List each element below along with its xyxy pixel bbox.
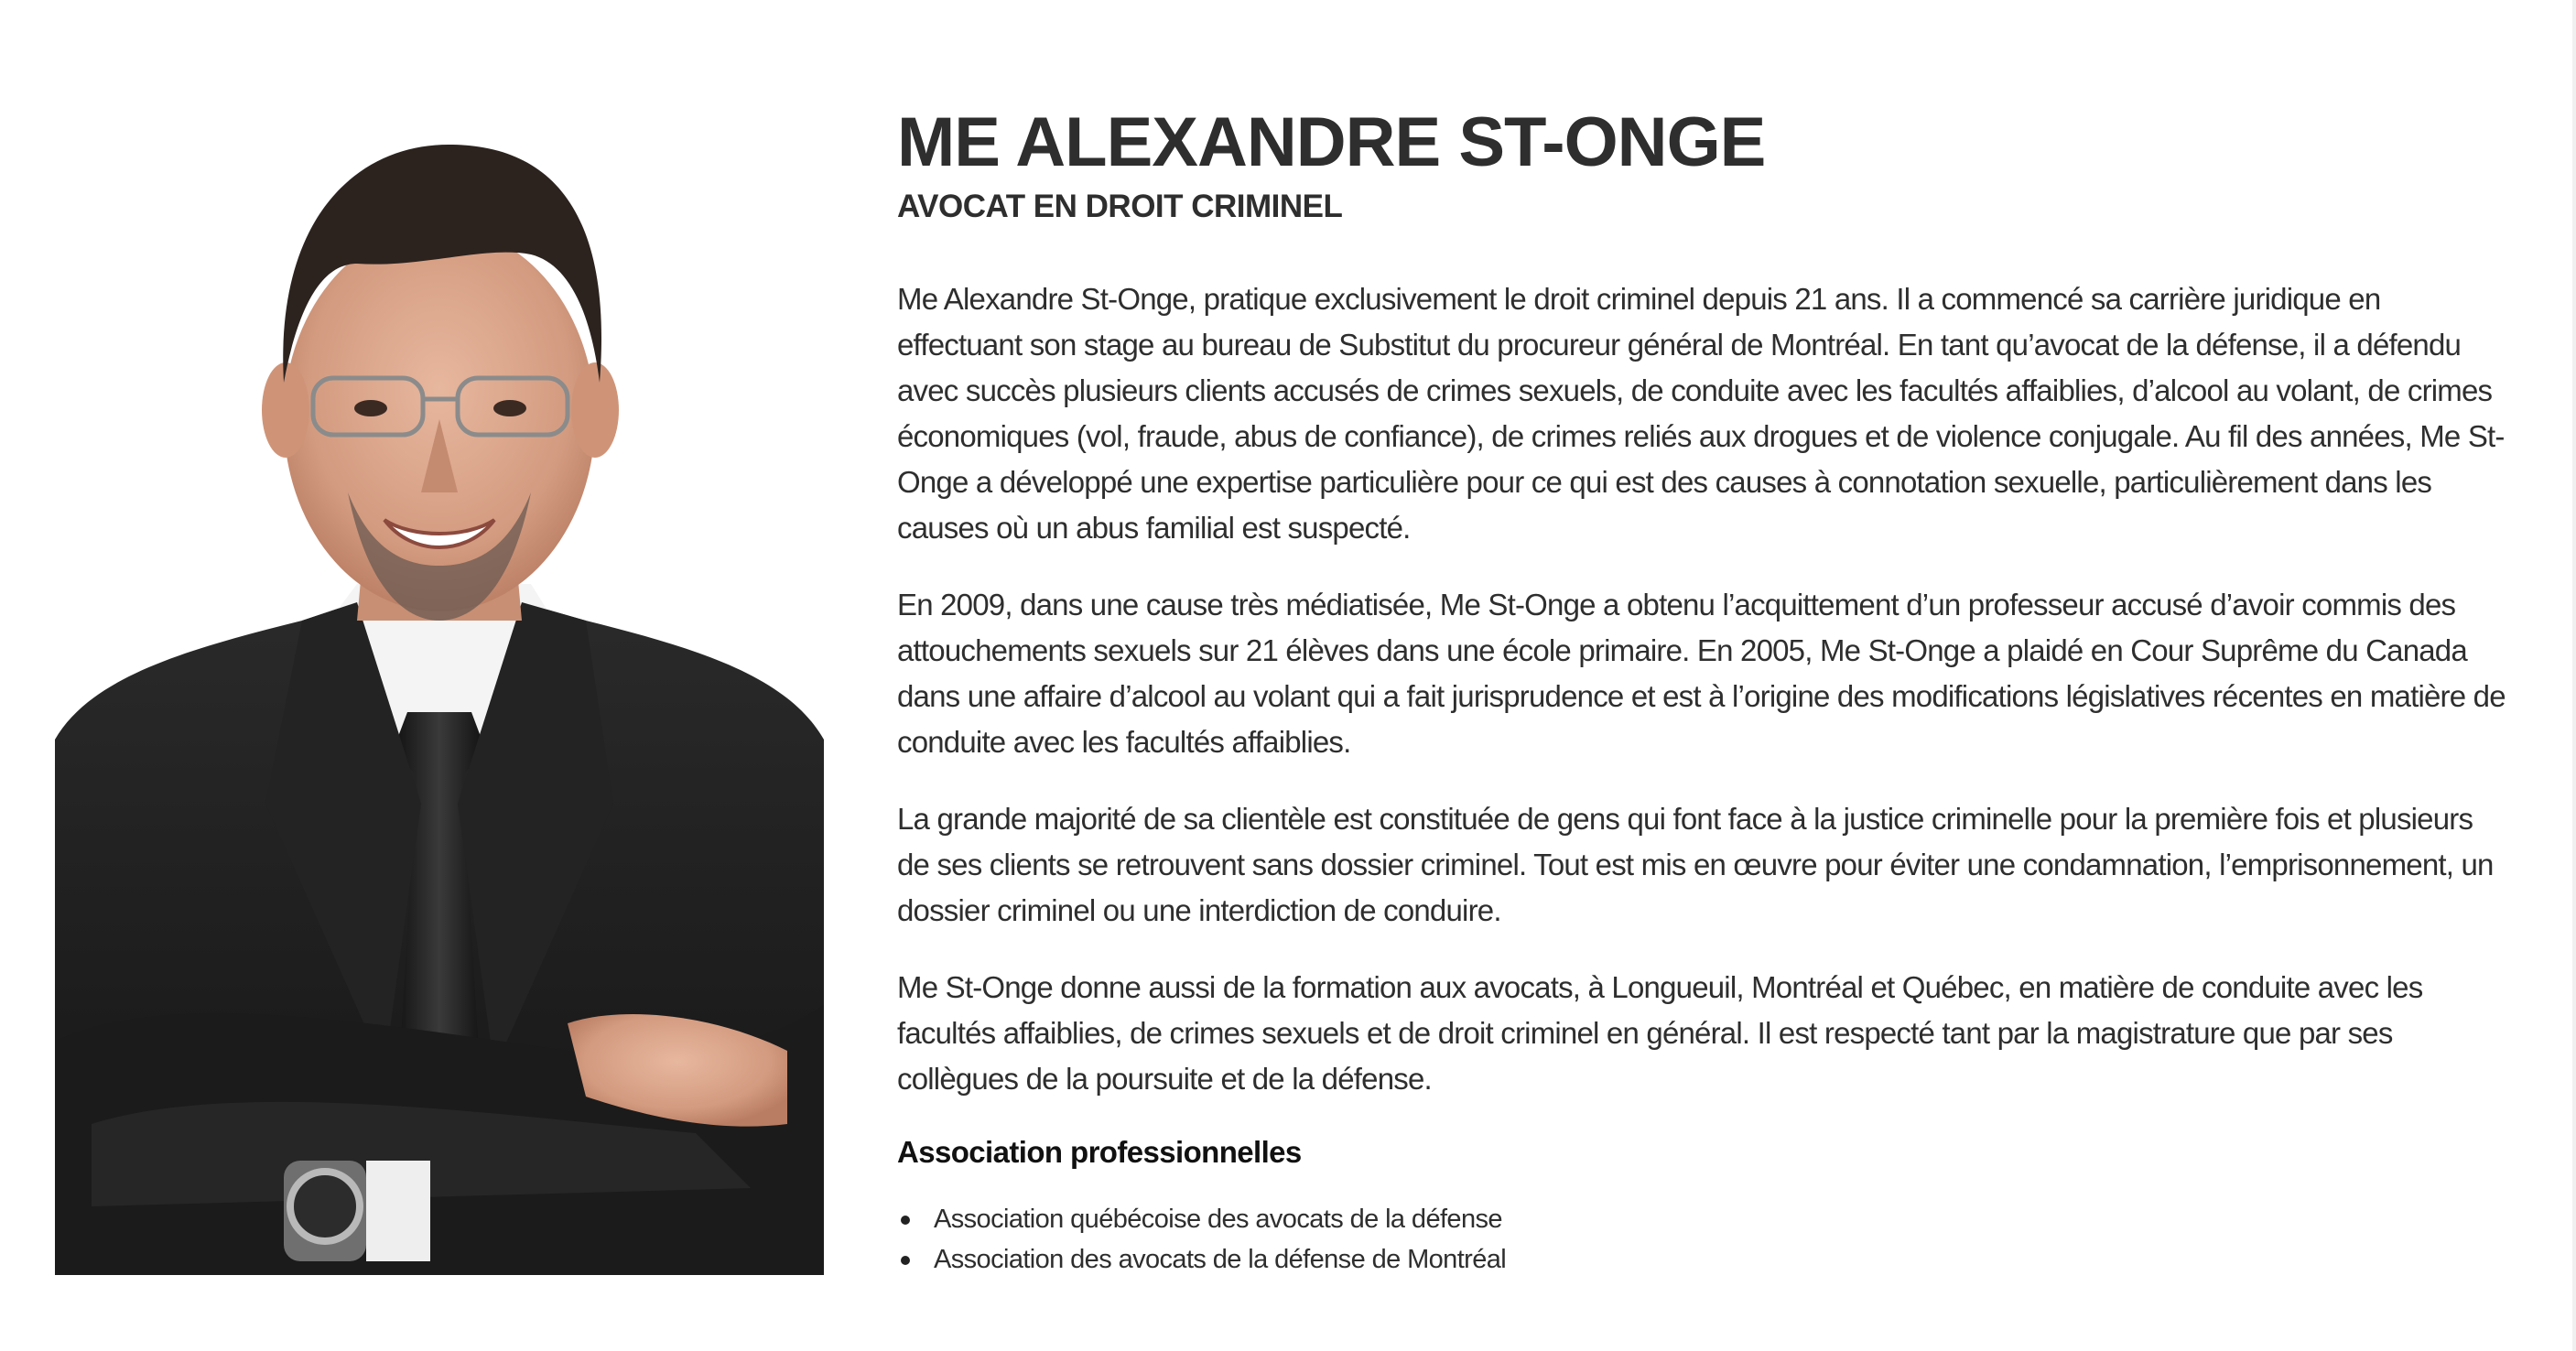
bio-paragraph-1: Me Alexandre St-Onge, pratique exclusivement le droit criminel depuis 21 ans. Il a commencé sa carrière juridique en effectuant son stage au bureau de Substitut du procureur général de Montréal. En tant qu’avocat de la défense, il a défendu avec succès plusieurs clients accusés de crimes sexuels, de conduite avec les facultés affaiblies, d’alcool au volant, de crimes économiques (vol, fraude, abus de confiance), de crimes reliés aux drogues et de violence conjugale. Au fil des années, Me St-Onge a développé une expertise particulière pour ce qui est des causes à connotation sexuelle, particulièrement dans les causes où un abus familial est suspecté. [897, 282, 2505, 545]
associations-heading: Association professionnelles [897, 1135, 1302, 1169]
bio-paragraph-3: La grande majorité de sa clientèle est constituée de gens qui font face à la justice criminelle pour la première fois et plusieurs de ses clients se retrouvent sans dossier criminel. Tout est mis en œuvre pour éviter une condamnation, l’emprisonnement, un dossier criminel ou une interdiction de conduire. [897, 802, 2494, 927]
association-item-1: Association québécoise des avocats de la défense [934, 1199, 2508, 1239]
page-right-border [2572, 0, 2576, 1351]
bio-paragraph-4: Me St-Onge donne aussi de la formation aux avocats, à Longueuil, Montréal et Québec, en matière de conduite avec les facultés affaiblies, de crimes sexuels et de droit criminel en général. Il est respecté tant par la magistrature que par ses collègues de la poursuite et de la défense. [897, 970, 2423, 1096]
lawyer-name-heading: ME ALEXANDRE ST-ONGE [897, 103, 1766, 181]
lawyer-portrait-photo [55, 108, 824, 1275]
profile-content [897, 103, 2508, 1280]
bio-paragraph-2: En 2009, dans une cause très médiatisée, Me St-Onge a obtenu l’acquittement d’un professeur accusé d’avoir commis des attouchements sexuels sur 21 élèves dans une école primaire. En 2005, Me St-Onge a plaidé en Cour Suprême du Canada dans une affaire d’alcool au volant qui a fait jurisprudence et est à l’origine des modifications législatives récentes en matière de conduite avec les facultés affaiblies. [897, 588, 2506, 759]
associations-list [897, 1199, 2508, 1280]
lawyer-title-subheading: AVOCAT EN DROIT CRIMINEL [897, 189, 1343, 224]
biography [897, 276, 2508, 1102]
association-item-2: Association des avocats de la défense de Montréal [934, 1239, 2508, 1280]
